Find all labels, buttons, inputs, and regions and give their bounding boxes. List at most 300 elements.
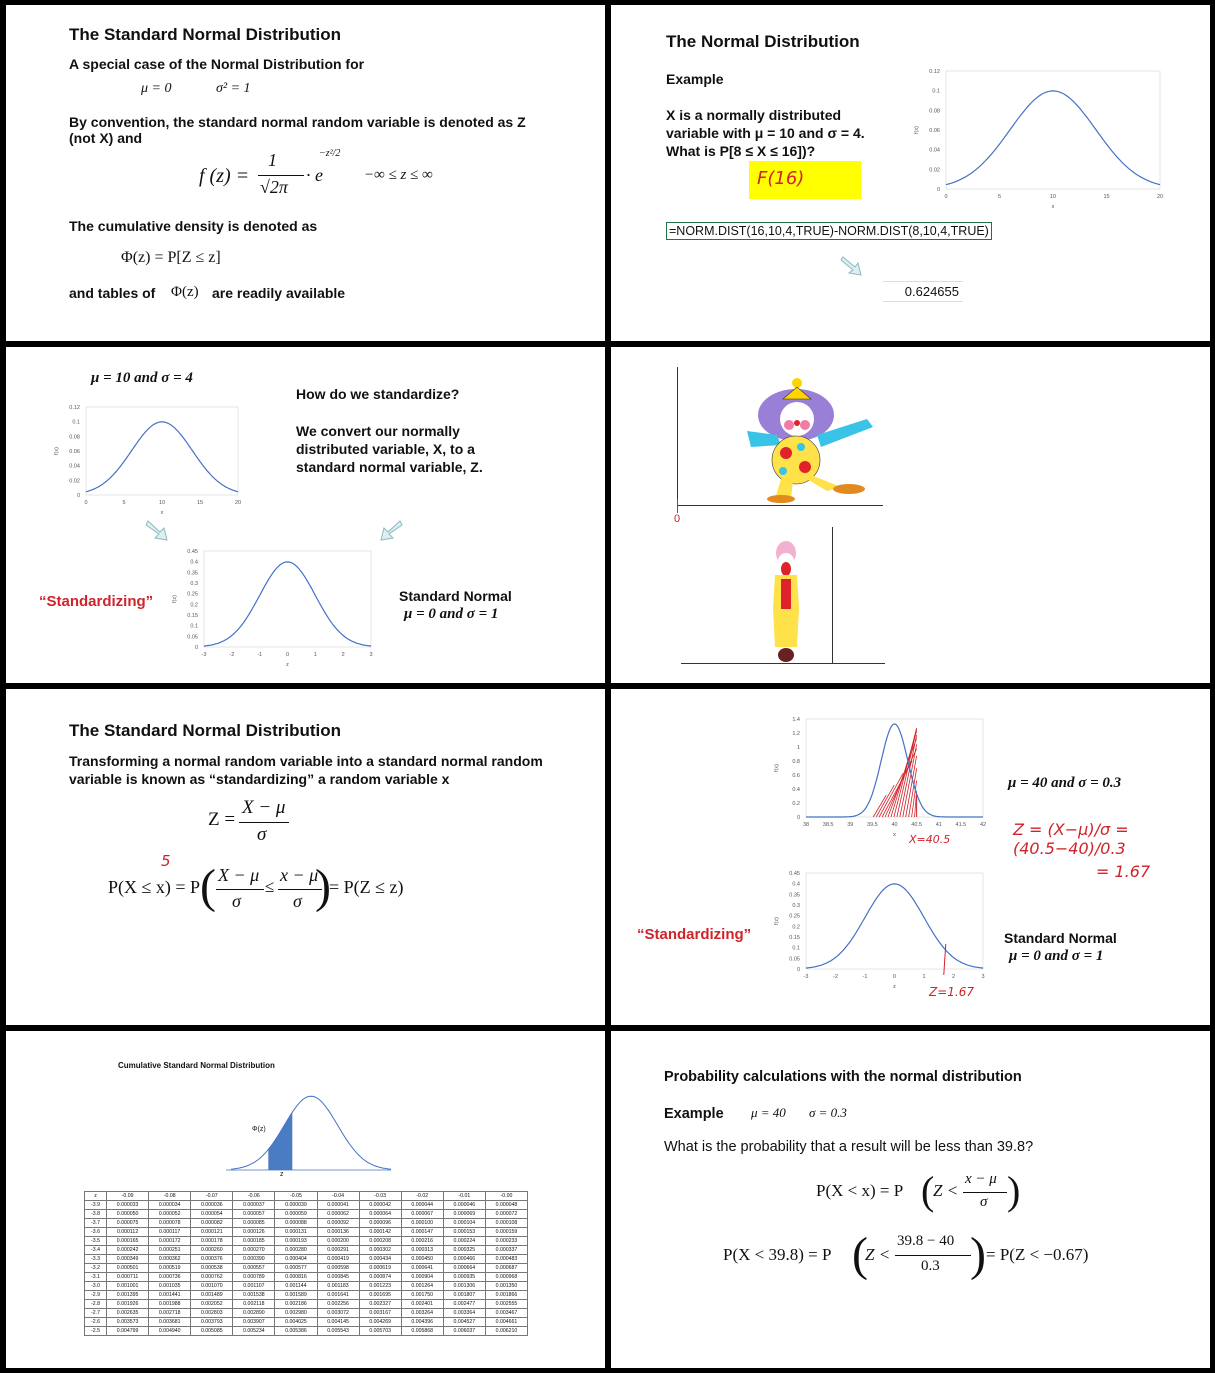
table-cell: 0.002890 [233,1309,275,1318]
table-cell: 0.001538 [233,1291,275,1300]
table-cell: 0.000078 [149,1219,191,1228]
table-cell: -3.2 [85,1264,107,1273]
table-cell: 0.000242 [107,1246,149,1255]
x-axis-label: z [286,662,289,668]
slide-title: The Normal Distribution [666,32,860,51]
header-cell: -0.06 [233,1192,275,1201]
cumulative-curve [221,1086,401,1176]
x-axis-label: x [893,832,896,838]
zero-label: 0 [674,513,681,525]
y-tick-label: 0.1 [932,88,940,95]
table-cell: -3.8 [85,1210,107,1219]
x-tick-label: 40 [891,822,898,828]
header-cell: -0.03 [359,1192,401,1201]
y-tick-label: 0.1 [72,419,80,426]
y-axis-label: f(z) [774,917,780,925]
table-cell: 0.000538 [191,1264,233,1273]
y-tick-label: 0.35 [789,892,800,899]
x-tick-label: 39.5 [867,822,878,828]
table-cell: 0.000291 [317,1246,359,1255]
table-cell: 0.005085 [191,1327,233,1336]
p-den1: σ [232,891,241,911]
eq1-inner: Z < [933,1181,959,1200]
std-normal-label: Standard Normal [1004,930,1117,946]
normal-chart-mu40 [766,711,991,841]
table-header [85,1192,528,1201]
table-cell: 0.001866 [485,1291,527,1300]
y-tick-label: 0.2 [792,801,800,807]
table-cell: 0.000072 [485,1210,527,1219]
x-tick-label: -3 [803,974,809,980]
table-cell: 0.000762 [191,1273,233,1282]
x-tick-label: 3 [369,652,373,658]
table-cell: 0.000404 [275,1255,317,1264]
table-cell: 0.000136 [317,1228,359,1237]
x-tick-label: 20 [1156,194,1164,200]
table-cell: 0.001223 [359,1282,401,1291]
subtitle: A special case of the Normal Distribution for [69,56,365,72]
series-line [806,724,983,817]
x-tick-label: 15 [1103,194,1110,200]
table-cell: 0.000052 [149,1210,191,1219]
table-cell: 0.000131 [275,1228,317,1237]
hand-z-formula: Z = (X−μ)/σ = (40.5−40)/0.3 [1013,820,1129,858]
table-cell: -2.9 [85,1291,107,1300]
table-cell: 0.000577 [275,1264,317,1273]
table-cell: 0.005543 [317,1327,359,1336]
std-normal-label: Standard Normal [399,588,512,604]
table-cell: 0.002052 [191,1300,233,1309]
hand-x-label: X=40.5 [909,833,951,846]
table-cell: 0.004527 [443,1318,485,1327]
table-cell: 0.000200 [317,1237,359,1246]
table-cell: 0.005386 [275,1327,317,1336]
table-row [85,1282,528,1291]
slide-how-standardize [6,347,605,683]
arrow-icon [839,253,865,277]
table-cell: 0.000362 [149,1255,191,1264]
table-cell: 0.000349 [107,1255,149,1264]
table-cell: -3.0 [85,1282,107,1291]
table-cell: 0.003167 [359,1309,401,1318]
standardizing-label: “Standardizing” [39,593,154,610]
plot-area [946,71,1160,189]
table-cell: 0.000039 [275,1201,317,1210]
cdf-formula: Φ(z) = P[Z ≤ z] [121,249,221,266]
table-row [85,1210,528,1219]
example-label: Example [664,1106,724,1122]
table-cell: -2.5 [85,1327,107,1336]
table-cell: 0.000501 [107,1264,149,1273]
table-cell: 0.000376 [191,1255,233,1264]
result-cell[interactable]: 0.624655 [883,281,963,302]
table-cell: 0.000048 [485,1201,527,1210]
table-cell: 0.000337 [485,1246,527,1255]
question: How do we standardize? [296,386,460,402]
convention-text: By convention, the standard normal random variable is denoted as Z (not X) and [69,114,526,146]
plot-area [806,873,983,969]
x-tick-label: 15 [196,500,204,506]
arrow-icon [144,517,172,543]
axis-horizontal [677,505,883,506]
p-lhs: P(X ≤ x) = P [108,877,201,897]
table-cell: 0.006037 [443,1327,485,1336]
table-cell: 0.000088 [275,1219,317,1228]
x-tick-label: 1 [313,652,317,658]
x-tick-label: -2 [833,974,838,980]
mu-eq: μ = 0 [141,81,172,96]
header-cell: z [85,1192,107,1201]
paren-left: ( [200,860,216,913]
z-table [84,1191,528,1336]
eq1-lhs: P(X < x) = P [816,1181,904,1200]
eq1-fraction-line [963,1192,1007,1193]
tables-pre: and tables of [69,285,156,301]
table-cell: 0.001035 [149,1282,191,1291]
table-row [85,1237,528,1246]
table-cell: 0.002256 [317,1300,359,1309]
table-cell: 0.000046 [443,1201,485,1210]
plot-area [806,719,983,817]
phi-label: Φ(z) [252,1126,266,1133]
p-le: ≤ [265,877,275,896]
p-fraction-line-1 [216,889,264,890]
cumulative-label: The cumulative density is denoted as [69,218,318,234]
table-cell: -3.5 [85,1237,107,1246]
slide-probability-calc [611,1031,1210,1368]
table-cell: 0.000816 [275,1273,317,1282]
y-tick-label: 0.05 [187,634,198,641]
table-cell: 0.000108 [485,1219,527,1228]
y-tick-label: 0.15 [789,935,800,941]
series-line [204,562,371,646]
table-cell: 0.001807 [443,1291,485,1300]
y-tick-label: 0 [194,645,198,651]
y-tick-label: 1.4 [792,717,800,723]
table-cell: 0.000037 [233,1201,275,1210]
table-cell: 0.004661 [485,1318,527,1327]
hand-z-label: Z=1.67 [929,985,974,999]
table-cell: 0.000044 [401,1201,443,1210]
z-lhs: Z = [208,809,236,830]
table-cell: 0.004940 [149,1327,191,1336]
y-tick-label: 0.15 [187,613,198,619]
table-cell: 0.000036 [191,1201,233,1210]
table-cell: 0.006210 [485,1327,527,1336]
eq2-inner: Z < [865,1245,891,1264]
table-title: Cumulative Standard Normal Distribution [118,1061,275,1070]
table-cell: 0.002118 [233,1300,275,1309]
header-cell: -0.08 [149,1192,191,1201]
series-line [946,91,1160,185]
question-text: What is the probability that a result will be less than 39.8? [664,1139,1034,1155]
clown-illustration [711,375,901,503]
sigma-value: σ = 0.3 [809,1105,847,1120]
table-cell: 0.000434 [359,1255,401,1264]
table-cell: 0.000069 [443,1210,485,1219]
axis-vertical-2 [832,527,833,664]
normal-chart-x [46,399,246,519]
table-cell: 0.005868 [401,1327,443,1336]
table-cell: 0.000216 [401,1237,443,1246]
header-cell: -0.02 [401,1192,443,1201]
y-tick-label: 0.2 [792,924,800,931]
table-cell: 0.000789 [233,1273,275,1282]
table-cell: 0.000185 [233,1237,275,1246]
standard-normal-chart [164,543,379,671]
table-row [85,1246,528,1255]
table-cell: 0.001350 [485,1282,527,1291]
table-cell: -2.7 [85,1309,107,1318]
x-tick-label: 38 [802,822,810,828]
table-cell: 0.000057 [233,1210,275,1219]
eq2-paren-right: ) [970,1228,986,1281]
table-cell: 0.001306 [443,1282,485,1291]
table-cell: 0.001750 [401,1291,443,1300]
table-row [85,1228,528,1237]
x-tick-label: 41.5 [955,822,967,828]
x-tick-label: -1 [257,652,263,658]
x-tick-label: 5 [122,500,126,506]
table-cell: 0.000664 [443,1264,485,1273]
y-tick-label: 0.4 [792,881,800,888]
x-tick-label: 0 [944,194,948,200]
y-tick-label: 0 [796,815,800,821]
eq2-lhs: P(X < 39.8) = P [723,1245,832,1264]
table-cell: 0.000165 [107,1237,149,1246]
table-cell: 0.001589 [275,1291,317,1300]
table-cell: 0.001641 [317,1291,359,1300]
table-cell: 0.000104 [443,1219,485,1228]
header-cell: -0.04 [317,1192,359,1201]
y-tick-label: 0.3 [792,903,800,909]
y-tick-label: 0.12 [69,405,80,411]
y-tick-label: 0.2 [190,602,198,609]
table-cell: 0.001441 [149,1291,191,1300]
table-cell: 0.000172 [149,1237,191,1246]
table-row [85,1309,528,1318]
table-cell: 0.000419 [317,1255,359,1264]
transform-text: Transforming a normal random variable into a standard normal random variable is known as “standardizing” a random variable x [69,753,543,787]
table-cell: 0.001107 [233,1282,275,1291]
y-tick-label: 0.45 [789,871,800,877]
pdf-den: √2π [260,177,288,197]
p-rhs: = P(Z ≤ z) [329,877,404,897]
y-tick-label: 0.1 [190,623,198,630]
table-cell: 0.000085 [233,1219,275,1228]
table-cell: 0.003364 [443,1309,485,1318]
table-row [85,1318,528,1327]
highlight-box [749,161,861,199]
table-cell: 0.002555 [485,1300,527,1309]
formula-cell[interactable]: =NORM.DIST(16,10,4,TRUE)-NORM.DIST(8,10,4,TRUE) [666,222,992,240]
table-cell: 0.000082 [191,1219,233,1228]
normal-chart-mu10 [906,63,1168,213]
table-cell: 0.000270 [233,1246,275,1255]
eq2-num: 39.8 − 40 [897,1233,955,1249]
x-tick-label: 38.5 [822,822,834,828]
table-cell: 0.002401 [401,1300,443,1309]
pdf-exp: · e [306,165,323,185]
table-row [85,1255,528,1264]
table-cell: 0.000251 [149,1246,191,1255]
y-tick-label: 0.4 [190,559,198,566]
standard-normal-chart [766,865,991,993]
x-tick-label: 0 [84,500,88,506]
table-cell: 0.000325 [443,1246,485,1255]
x-tick-label: 3 [981,974,985,980]
table-cell: 0.004799 [107,1327,149,1336]
axis-vertical [677,367,678,507]
x-tick-label: 10 [1049,194,1057,200]
small-clown-illustration [761,539,811,664]
header-cell: -0.09 [107,1192,149,1201]
slide-standard-normal-intro [6,5,605,341]
y-tick-label: 0.12 [929,69,940,75]
table-cell: 0.000968 [485,1273,527,1282]
table-cell: 0.004269 [359,1318,401,1327]
table-cell: 0.000280 [275,1246,317,1255]
table-cell: 0.000153 [443,1228,485,1237]
pdf-num: 1 [268,150,277,170]
z-fraction-line [239,822,289,823]
table-cell: 0.000874 [359,1273,401,1282]
table-cell: 0.000064 [359,1210,401,1219]
tables-sym: Φ(z) [171,284,199,300]
eq1-num: x − μ [965,1171,997,1187]
y-tick-label: 1.2 [792,731,800,737]
x-tick-label: 39 [847,822,854,828]
table-cell: 0.000034 [149,1201,191,1210]
eq2-paren-left: ( [852,1228,868,1281]
table-cell: 0.000041 [317,1201,359,1210]
x-tick-label: 20 [234,500,242,506]
x-tick-label: 42 [979,822,987,828]
x-tick-label: -3 [201,652,207,658]
table-cell: 0.002718 [149,1309,191,1318]
table-cell: 0.003072 [317,1309,359,1318]
pdf-fraction-line [258,175,304,176]
table-cell: 0.002477 [443,1300,485,1309]
y-axis-label: f(x) [914,126,920,134]
arrow-icon [376,517,404,543]
pdf-lhs: f (z) = [199,165,250,187]
eq2-den: 0.3 [921,1258,940,1274]
table-cell: 0.000075 [107,1219,149,1228]
table-cell: 0.004396 [401,1318,443,1327]
table-cell: 0.002186 [275,1300,317,1309]
y-tick-label: 0 [936,187,940,193]
x-axis-label: x [160,510,164,516]
table-cell: 0.003467 [485,1309,527,1318]
y-tick-label: 0.06 [929,128,940,134]
table-cell: 0.000054 [191,1210,233,1219]
table-cell: 0.000067 [401,1210,443,1219]
table-cell: 0.001489 [191,1291,233,1300]
table-cell: 0.000050 [107,1210,149,1219]
table-cell: -2.6 [85,1318,107,1327]
y-tick-label: 0.6 [792,773,800,779]
slide-standardizing-formula [6,689,605,1025]
z-label: z [280,1171,284,1178]
table-cell: 0.003681 [149,1318,191,1327]
table-cell: -3.4 [85,1246,107,1255]
y-tick-label: 0.3 [190,581,198,587]
table-cell: 0.000519 [149,1264,191,1273]
y-tick-label: 0.02 [69,478,80,485]
table-cell: 0.003573 [107,1318,149,1327]
table-cell: 0.000390 [233,1255,275,1264]
slide-z-table [6,1031,605,1368]
table-cell: -3.3 [85,1255,107,1264]
annotation-5: 5 [161,852,171,870]
table-row [85,1273,528,1282]
slide-title: Probability calculations with the normal distribution [664,1069,1022,1085]
y-tick-label: 0 [796,967,800,973]
table-cell: 0.001926 [107,1300,149,1309]
header-cell: -0.07 [191,1192,233,1201]
y-tick-label: 0.08 [929,108,940,115]
table-cell: 0.000736 [149,1273,191,1282]
std-params: μ = 0 and σ = 1 [1009,948,1104,964]
table-cell: 0.000142 [359,1228,401,1237]
table-cell: 0.000121 [191,1228,233,1237]
x-axis-label: z [893,984,896,990]
table-cell: 0.000062 [317,1210,359,1219]
tables-post: are readily available [212,285,346,301]
x-tick-label: 2 [951,974,956,980]
table-cell: 0.000208 [359,1237,401,1246]
x-tick-label: 2 [341,652,345,658]
table-cell: 0.000711 [107,1273,149,1282]
x-tick-label: -1 [862,974,868,980]
z-den: σ [257,824,267,845]
table-cell: 0.001988 [149,1300,191,1309]
table-cell: -3.1 [85,1273,107,1282]
eq1-paren-right: ) [1007,1168,1021,1213]
plot-area [204,551,371,647]
eq2-fraction-line [895,1255,971,1256]
shade-hatch [876,785,894,817]
y-tick-label: 0.02 [929,167,940,174]
p-num2: x − μ [280,865,319,885]
y-tick-label: 0.05 [789,956,800,963]
table-cell: 0.000302 [359,1246,401,1255]
table-cell: 0.000483 [485,1255,527,1264]
series-line [806,884,983,968]
table-row [85,1264,528,1273]
example-label: Example [666,71,724,87]
table-cell: 0.004145 [317,1318,359,1327]
header-cell: -0.05 [275,1192,317,1201]
table-cell: 0.000935 [443,1273,485,1282]
sigma-eq: σ² = 1 [216,81,251,96]
table-cell: 0.000117 [149,1228,191,1237]
pdf-range: −∞ ≤ z ≤ ∞ [364,167,433,183]
table-cell: 0.000598 [317,1264,359,1273]
eq1-den: σ [980,1194,988,1210]
table-cell: 0.001264 [401,1282,443,1291]
slide-standardizing-example [611,689,1210,1025]
table-cell: 0.001183 [317,1282,359,1291]
y-tick-label: 0.4 [792,787,800,793]
table-cell: -3.9 [85,1201,107,1210]
y-tick-label: 0.04 [929,147,940,154]
table-row [85,1327,528,1336]
header-cell: -0.01 [443,1192,485,1201]
y-tick-label: 0.35 [187,570,198,577]
y-tick-label: 0.25 [789,913,800,920]
